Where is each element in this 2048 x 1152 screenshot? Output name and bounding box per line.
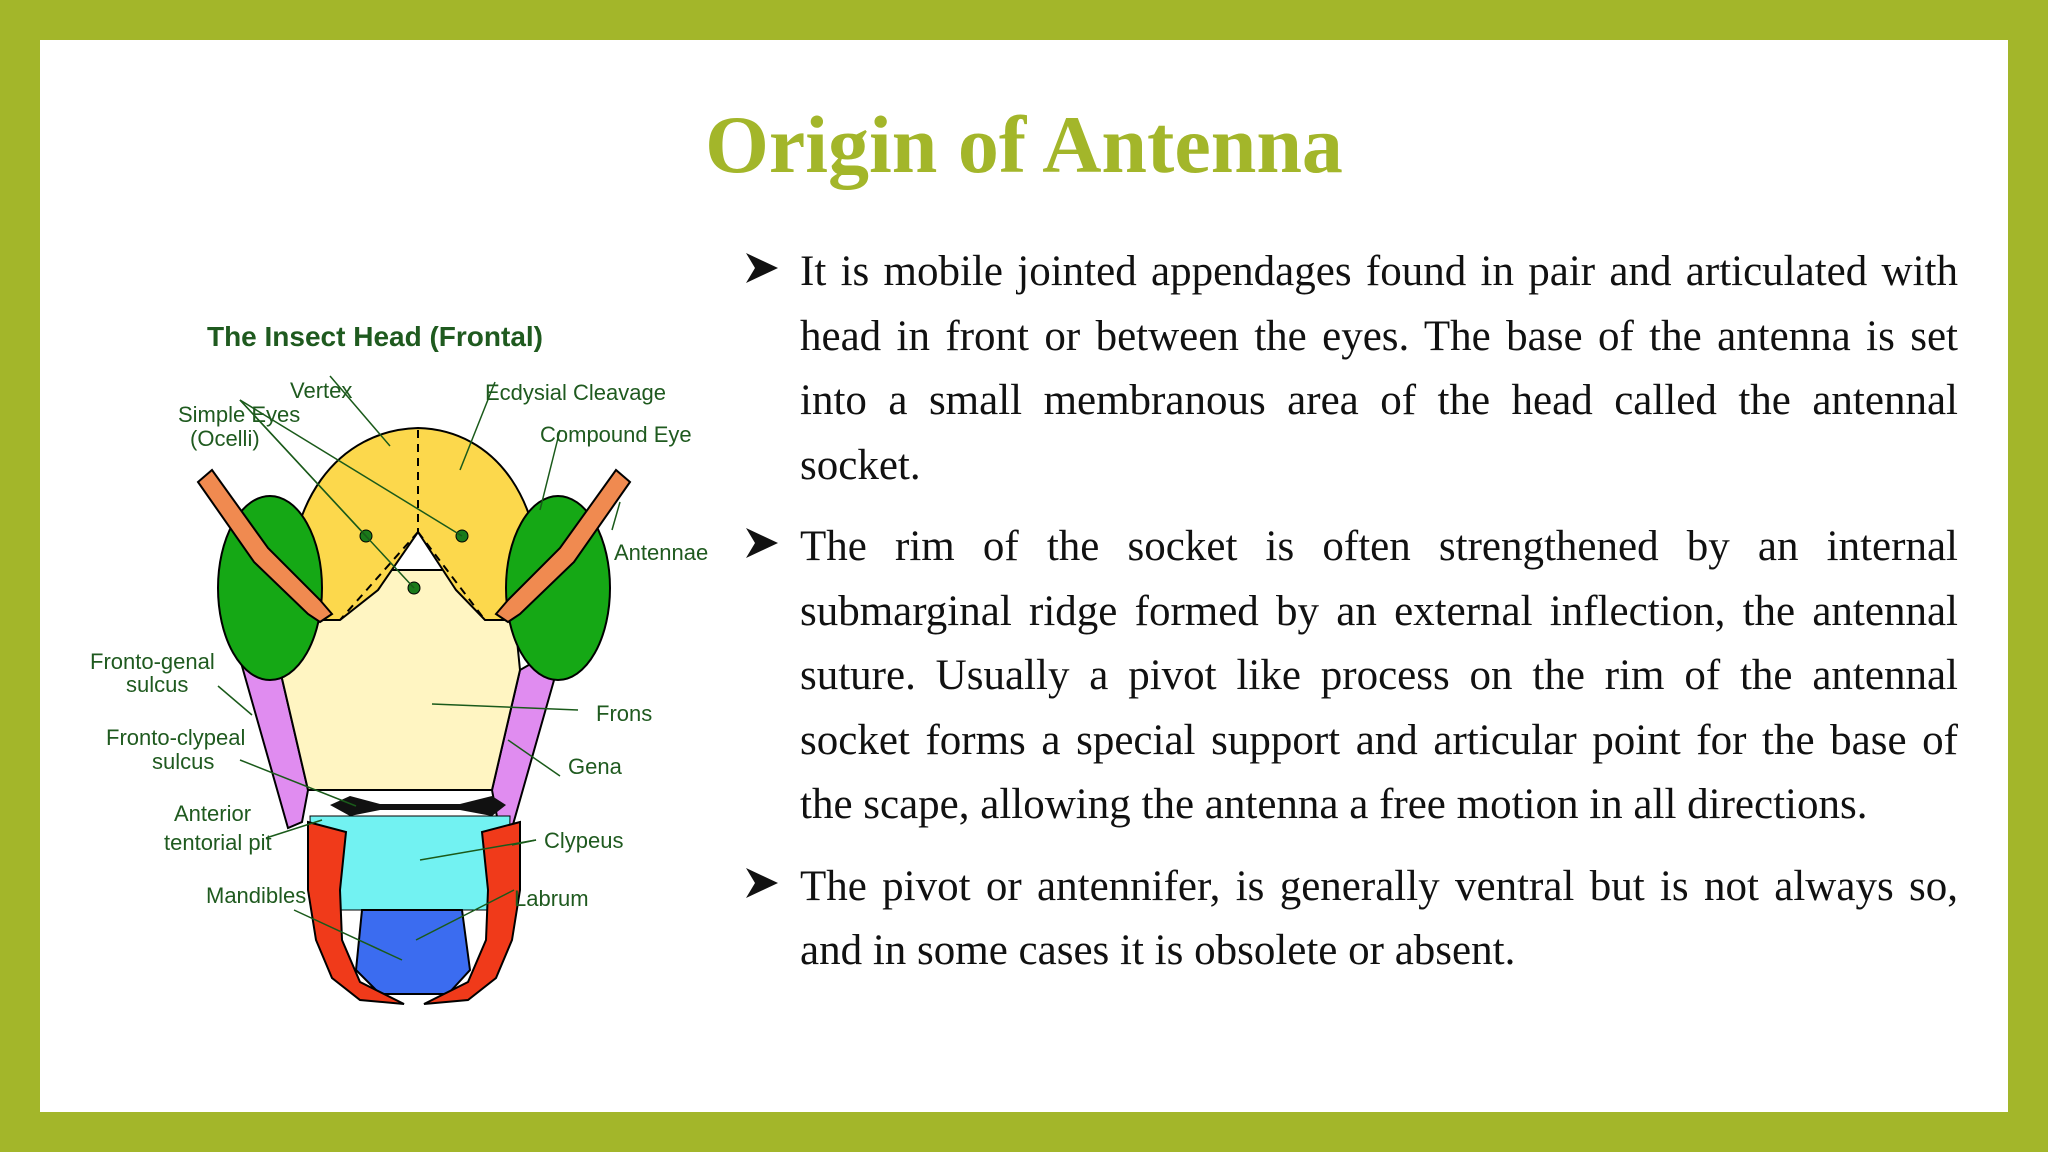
label-ocelli: (Ocelli) <box>190 426 260 451</box>
bullet-text: The rim of the socket is often strengthened by an internal submarginal ridge formed by an external inflection, the antennal suture. Usually a pivot like process on the rim of the antennal socket forms a special support and articular point for the base of the scape, allowing the antenna a free motion in all directions. <box>800 523 1958 828</box>
label-labrum: Labrum <box>514 886 589 911</box>
label-fronto-genal: Fronto-genal <box>90 649 215 674</box>
label-frons: Frons <box>596 701 653 726</box>
label-vertex: Vertex <box>290 378 353 403</box>
label-mandibles: Mandibles <box>206 883 307 908</box>
slide <box>40 40 2008 1112</box>
insect-head-svg <box>40 270 760 1040</box>
label-fronto-clypeal: Fronto-clypeal <box>106 725 246 750</box>
bullet-list <box>740 240 1958 1001</box>
label-compound-eye: Compound Eye <box>540 422 692 447</box>
label-ecdysial-cleavage: Ecdysial Cleavage <box>485 380 666 405</box>
fronto-clypeal-sulcus <box>330 796 506 816</box>
label-simple-eyes: Simple Eyes <box>178 402 301 427</box>
slide-title: Origin of Antenna <box>705 99 1343 190</box>
label-gena: Gena <box>568 754 622 779</box>
arrowhead-bullet-icon <box>740 861 784 905</box>
label-tentorial-pit: tentorial pit <box>164 830 272 855</box>
labrum-shape <box>356 910 470 994</box>
insect-head-diagram <box>40 270 760 1040</box>
bullet-item <box>740 240 1958 498</box>
label-clypeus: Clypeus <box>544 828 624 853</box>
arrowhead-bullet-icon <box>740 521 784 565</box>
label-anterior: Anterior <box>174 801 252 826</box>
label-antennae: Antennae <box>614 540 709 565</box>
bullet-text: It is mobile jointed appendages found in pair and articulated with head in front or between the eyes. The base of the antenna is set into a small membranous area of the head called the antennal socket. <box>800 248 1958 489</box>
arrowhead-bullet-icon <box>740 246 784 290</box>
bullet-item <box>740 515 1958 838</box>
diagram-heading: The Insect Head (Frontal) <box>206 321 544 352</box>
bullet-item <box>740 855 1958 984</box>
label-fronto-genal-sulcus: sulcus <box>126 672 189 697</box>
bullet-text: The pivot or antennifer, is generally ventral but is not always so, and in some cases it is obsolete or absent. <box>800 862 1958 974</box>
label-fronto-clypeal-sulcus: sulcus <box>152 749 215 774</box>
